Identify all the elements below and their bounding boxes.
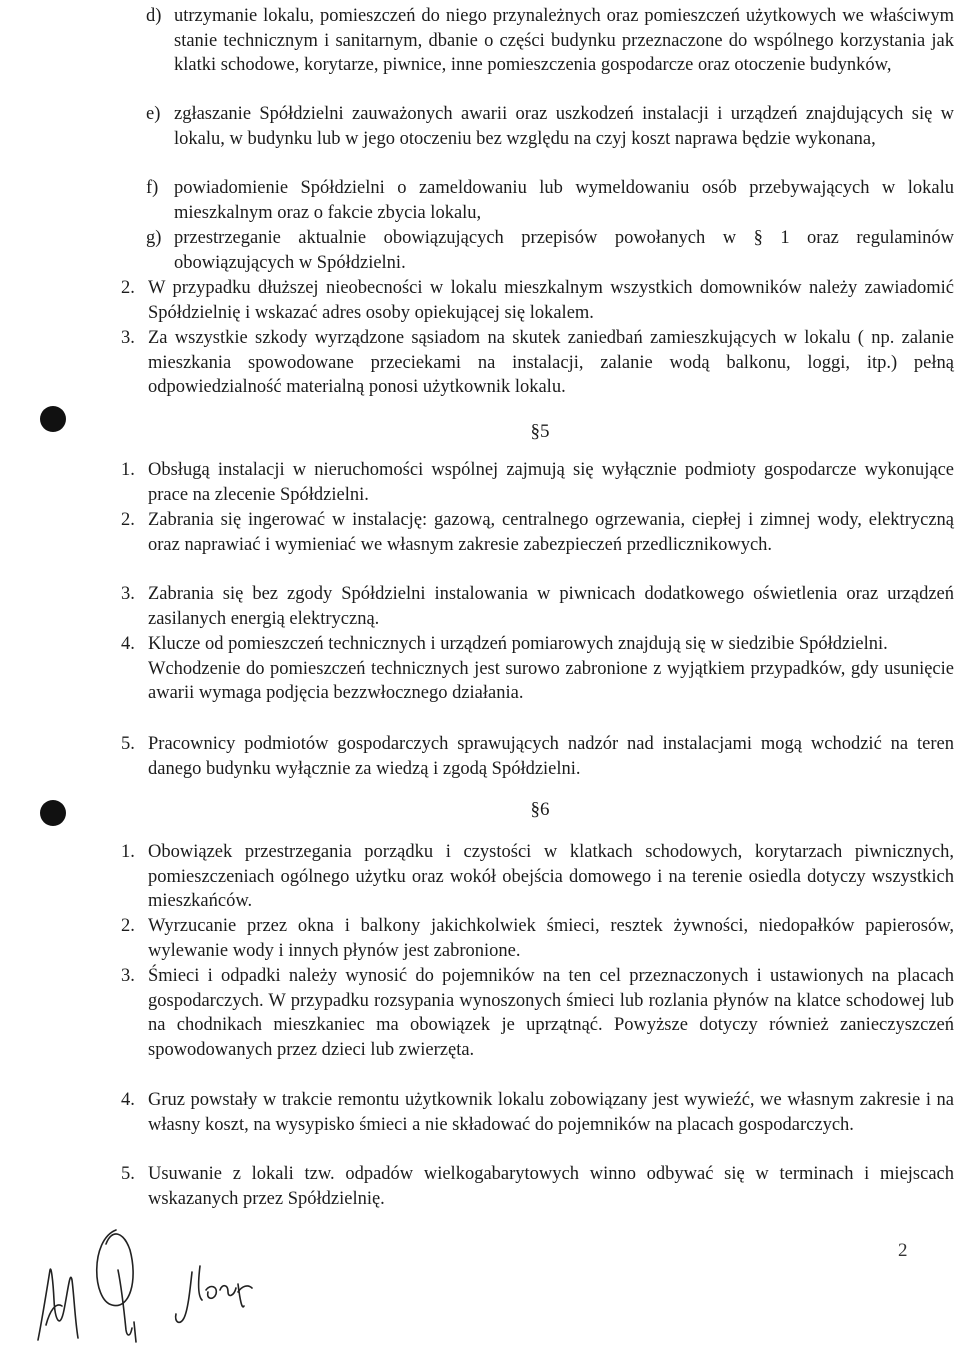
item-text: Zabrania się ingerować w instalację: gazową, centralnego ogrzewania, ciepłej i zimnej wody, elektryczną oraz naprawiać i wymieniać we własnym zakresie zabezpieczeń przedlicznikowych.	[148, 510, 954, 555]
list-item-f	[148, 176, 954, 225]
item-label: d)	[146, 6, 162, 26]
s6-item-4	[122, 1088, 954, 1137]
item-text: przestrzeganie aktualnie obowiązujących przepisów powołanych w § 1 oraz regulaminów obowiązujących w Spółdzielni.	[174, 228, 954, 273]
s6-item-1	[122, 840, 954, 914]
item-label: f)	[146, 178, 159, 198]
s5-item-3	[122, 582, 954, 631]
item-label: 3.	[121, 328, 135, 348]
item-label: 1.	[121, 460, 135, 480]
handwritten-signatures	[20, 1210, 280, 1350]
item-text: Wyrzucanie przez okna i balkony jakichkolwiek śmieci, resztek żywności, niedopałków papierosów, wylewanie wody i innych płynów jest zabronione.	[148, 916, 954, 961]
item-label: 5.	[121, 734, 135, 754]
s6-item-2	[122, 914, 954, 963]
section-heading-6: §6	[530, 799, 550, 820]
item-text: Usuwanie z lokali tzw. odpadów wielkogabarytowych winno odbywać się w terminach i miejscach wskazanych przez Spółdzielnię.	[148, 1164, 954, 1209]
item-label: 2.	[121, 916, 135, 936]
page-number: 2	[898, 1240, 908, 1261]
item-label: 3.	[121, 584, 135, 604]
item-label: 3.	[121, 966, 135, 986]
s5-item-4	[122, 632, 954, 706]
item-continuation-text: Wchodzenie do pomieszczeń technicznych jest surowo zabronione z wyjątkiem przypadków, gdy usunięcie awarii wymaga podjęcia bezzwłocznego działania.	[148, 658, 954, 703]
item-label: 5.	[121, 1164, 135, 1184]
item-label: 2.	[121, 510, 135, 530]
list-item-g	[148, 226, 954, 275]
list-item-2	[122, 276, 954, 325]
item-text: Śmieci i odpadki należy wynosić do pojemników na ten cel przeznaczonych i ustawionych na placach gospodarczych. W przypadku rozsypania wynoszonych śmieci lub rozlania płynów na klatce schodowej lub na chodnikach mieszkaniec ma obowiązek je uprzątnąć. Powyższe dotyczy również zanieczyszczeń spowodowanych przez dzieci lub zwierzęta.	[148, 966, 954, 1060]
item-label: 2.	[121, 278, 135, 298]
item-text: Za wszystkie szkody wyrządzone sąsiadom na skutek zaniedbań zamieszkujących w lokalu ( np. zalanie mieszkania spowodowane przeciekami na instalacji, zalanie wodą balkonu, loggi, itp.) pełną odpowiedzialność materialną ponosi użytkownik lokalu.	[148, 328, 954, 397]
item-text: W przypadku dłuższej nieobecności w lokalu mieszkalnym wszystkich domowników należy zawiadomić Spółdzielnię i wskazać adres osoby opiekującej się lokalem.	[148, 278, 954, 323]
item-text: utrzymanie lokalu, pomieszczeń do niego przynależnych oraz pomieszczeń użytkowych we właściwym stanie technicznym i sanitarnym, dbanie o części budynku przeznaczone do wspólnego korzystania jak klatki schodowe, korytarze, piwnice, inne pomieszczenia gospodarcze oraz otoczenie budynków,	[174, 6, 954, 75]
s5-item-5	[122, 732, 954, 781]
item-text: Zabrania się bez zgody Spółdzielni instalowania w piwnicach dodatkowego oświetlenia oraz urządzeń zasilanych energią elektryczną.	[148, 584, 954, 629]
item-text: Pracownicy podmiotów gospodarczych sprawujących nadzór nad instalacjami mogą wchodzić na teren danego budynku wyłącznie za wiedzą i zgodą Spółdzielni.	[148, 734, 954, 779]
s6-item-3	[122, 964, 954, 1062]
item-text: Obowiązek przestrzegania porządku i czystości w klatkach schodowych, korytarzach piwnicznych, pomieszczeniach ogólnego użytku oraz wokół obejścia domowego i na terenie osiedla dotyczy wszystkich mieszkańców.	[148, 842, 954, 911]
list-item-3	[122, 326, 954, 400]
item-text: Gruz powstały w trakcie remontu użytkownik lokalu zobowiązany jest wywieźć, we własnym zakresie i na własny koszt, na wysypisko śmieci a nie składować do pojemników na placach gospodarczych.	[148, 1090, 954, 1135]
s5-item-1	[122, 458, 954, 507]
item-text: Klucze od pomieszczeń technicznych i urządzeń pomiarowych znajdują się w siedzibie Spółdzielni.	[148, 634, 888, 654]
item-text: Obsługą instalacji w nieruchomości wspólnej zajmują się wyłącznie podmioty gospodarcze wykonujące prace na zlecenie Spółdzielni.	[148, 460, 954, 505]
section-heading-5: §5	[530, 421, 550, 442]
item-label: 4.	[121, 634, 135, 654]
item-text: zgłaszanie Spółdzielni zauważonych awarii oraz uszkodzeń instalacji i urządzeń znajdujących się w lokalu, w budynku lub w jego otoczeniu bez względu na czyj koszt naprawa będzie wykonana,	[174, 104, 954, 149]
s6-item-5	[122, 1162, 954, 1211]
item-label: g)	[146, 228, 162, 248]
list-item-d	[148, 4, 954, 78]
item-label: e)	[146, 104, 161, 124]
list-item-e	[148, 102, 954, 151]
s5-item-2	[122, 508, 954, 557]
item-label: 4.	[121, 1090, 135, 1110]
item-label: 1.	[121, 842, 135, 862]
item-text: powiadomienie Spółdzielni o zameldowaniu lub wymeldowaniu osób przebywających w lokalu mieszkalnym oraz o fakcie zbycia lokalu,	[174, 178, 954, 223]
